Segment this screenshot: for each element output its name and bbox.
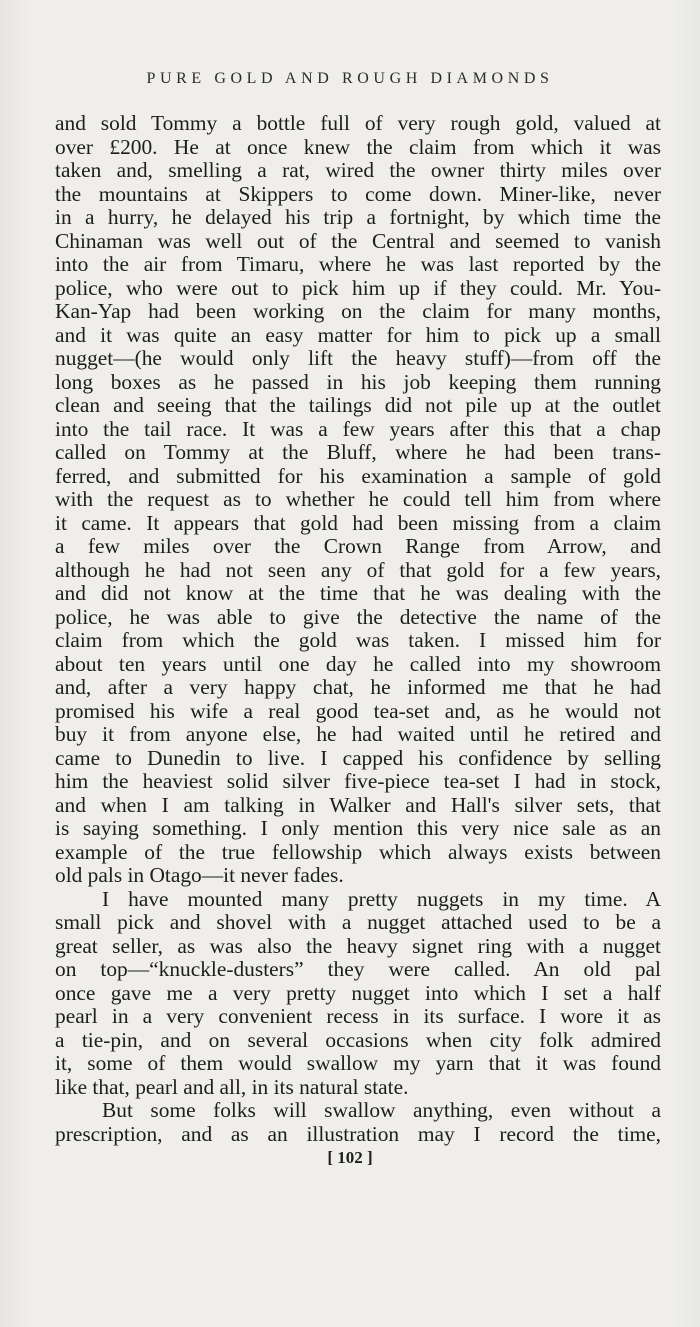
text-line: buy it from anyone else, he had waited until he retired and — [55, 722, 661, 746]
text-line: into the air from Timaru, where he was last reported by the — [55, 252, 661, 276]
text-line: about ten years until one day he called into my showroom — [55, 651, 661, 676]
text-line: a few miles over the Crown Range from Arrow, and — [55, 534, 661, 558]
text-line: Chinaman was well out of the Central and seemed to vanish — [55, 228, 661, 253]
text-line: once gave me a very pretty nugget into which I set a half — [55, 980, 661, 1005]
text-line: called on Tommy at the Bluff, where he had been trans- — [55, 440, 661, 464]
body-text — [55, 112, 661, 1146]
text-line: example of the true fellowship which always exists between — [55, 839, 661, 864]
paragraph-end-line: like that, pearl and all, in its natural state. — [55, 1074, 409, 1099]
text-line: police, who were out to pick him up if they could. Mr. You- — [55, 275, 661, 300]
running-head: PURE GOLD AND ROUGH DIAMONDS — [146, 70, 554, 87]
text-line: with the request as to whether he could tell him from where — [55, 487, 661, 511]
text-line: him the heaviest solid silver five-piece tea-set I had in stock, — [55, 769, 661, 793]
text-line: and when I am talking in Walker and Hall's silver sets, that — [55, 792, 661, 817]
text-line: the mountains at Skippers to come down. Miner-like, never — [55, 181, 661, 206]
text-line: Kan-Yap had been working on the claim for many months, — [55, 299, 661, 323]
text-line: over £200. He at once knew the claim from which it was — [55, 134, 661, 159]
paragraph-start-line: But some folks will swallow anything, even without a — [102, 1098, 661, 1122]
text-line: pearl in a very convenient recess in its surface. I wore it as — [55, 1004, 661, 1028]
text-line: promised his wife a real good tea-set and, as he would not — [55, 698, 661, 723]
text-line: came to Dunedin to live. I capped his confidence by selling — [55, 745, 661, 770]
paragraph-end-line: old pals in Otago—it never fades. — [55, 863, 344, 887]
text-line: small pick and shovel with a nugget attached used to be a — [55, 910, 661, 934]
text-line: taken and, smelling a rat, wired the owner thirty miles over — [55, 158, 661, 182]
text-line: and did not know at the time that he was dealing with the — [55, 581, 661, 605]
text-line: on top—“knuckle-dusters” they were called. An old pal — [55, 957, 661, 981]
text-line: police, he was able to give the detective the name of the — [55, 604, 661, 629]
text-line: is saying something. I only mention this very nice sale as an — [55, 816, 661, 840]
page-number: [ 102 ] — [327, 1148, 373, 1167]
text-line: long boxes as he passed in his job keeping them running — [55, 369, 661, 394]
text-line: although he had not seen any of that gold for a few years, — [55, 557, 661, 582]
text-line: it, some of them would swallow my yarn that it was found — [55, 1051, 661, 1075]
text-line: prescription, and as an illustration may I record the time, — [55, 1121, 661, 1146]
text-line: a tie-pin, and on several occasions when city folk admired — [55, 1027, 661, 1052]
text-line: into the tail race. It was a few years after this that a chap — [55, 416, 661, 441]
text-line: nugget—(he would only lift the heavy stuff)—from off the — [55, 346, 661, 370]
text-line: it came. It appears that gold had been missing from a claim — [55, 510, 661, 535]
text-line: in a hurry, he delayed his trip a fortnight, by which time the — [55, 205, 661, 229]
text-line: and it was quite an easy matter for him to pick up a small — [55, 322, 661, 347]
text-line: and sold Tommy a bottle full of very rough gold, valued at — [55, 111, 661, 135]
text-line: great seller, as was also the heavy signet ring with a nugget — [55, 933, 661, 958]
paragraph-start-line: I have mounted many pretty nuggets in my time. A — [102, 886, 661, 911]
text-line: and, after a very happy chat, he informed me that he had — [55, 675, 661, 699]
text-line: claim from which the gold was taken. I missed him for — [55, 628, 661, 652]
text-line: ferred, and submitted for his examination a sample of gold — [55, 463, 661, 488]
text-line: clean and seeing that the tailings did not pile up at the outlet — [55, 393, 661, 417]
